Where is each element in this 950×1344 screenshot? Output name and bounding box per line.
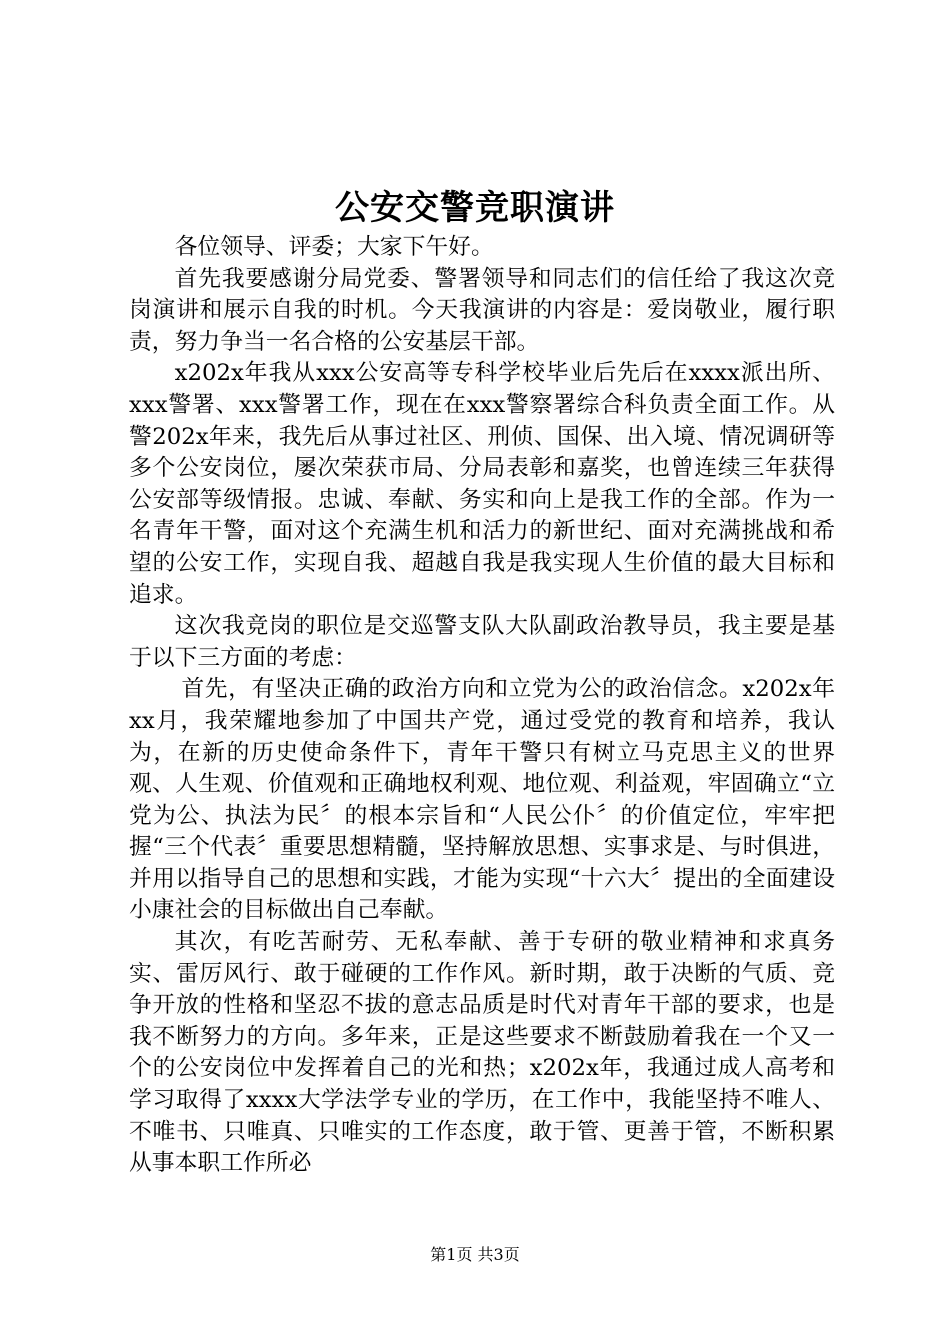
page-title: 公安交警竞职演讲	[335, 188, 615, 228]
paragraph-first-reason: 首先，有坚决正确的政治方向和立党为公的政治信念。x202x年xx月，我荣耀地参加了中国共产党，通过受党的教育和培养，我认为，在新的历史使命条件下，青年干警只有树立马克思主义的世界观、人生观、价值观和正确地权利观、地位观、利益观，牢固确立“立党为公、执法为民〞的根本宗旨和“人民公仆〞的价值定位，牢牢把握“三个代表〞重要思想精髓，坚持解放思想、实事求是、与时俱进，并用以指导自己的思想和实践，才能为实现“十六大〞提出的全面建设小康社会的目标做出自己奉献。	[129, 676, 835, 924]
paragraph-background: x202x年我从xxx公安高等专科学校毕业后先后在xxxx派出所、xxx警署、xxx警署工作，现在在xxx警察署综合科负责全面工作。从警202x年来，我先后从事过社区、刑侦、国保、出入境、情况调研等多个公安岗位，屡次荣获市局、分局表彰和嘉奖，也曾连续三年获得公安部等级情报。忠诚、奉献、务实和向上是我工作的全部。作为一名青年干警，面对这个充满生机和活力的新世纪、面对充满挑战和希望的公安工作，实现自我、超越自我是我实现人生价值的最大目标和追求。	[129, 360, 835, 608]
document-body	[129, 232, 835, 1180]
paragraph-thanks: 首先我要感谢分局党委、警署领导和同志们的信任给了我这次竞岗演讲和展示自我的时机。今天我演讲的内容是：爱岗敬业，履行职责，努力争当一名合格的公安基层干部。	[129, 265, 835, 355]
paragraph-greeting: 各位领导、评委；大家下午好。	[174, 234, 494, 260]
page-number: 第1页 共3页	[430, 1245, 520, 1264]
paragraph-position: 这次我竞岗的职位是交巡警支队大队副政治教导员，我主要是基于以下三方面的考虑：	[129, 613, 835, 671]
paragraph-second-reason: 其次，有吃苦耐劳、无私奉献、善于专研的敬业精神和求真务实、雷厉风行、敢于碰硬的工作作风。新时期，敢于决断的气质、竞争开放的性格和坚忍不拔的意志品质是时代对青年干部的要求，也是我不断努力的方向。多年来，正是这些要求不断鼓励着我在一个又一个的公安岗位中发挥着自己的光和热；x202x年，我通过成人高考和学习取得了xxxx大学法学专业的学历，在工作中，我能坚持不唯人、不唯书、只唯真、只唯实的工作态度，敢于管、更善于管，不断积累从事本职工作所必	[129, 929, 835, 1177]
